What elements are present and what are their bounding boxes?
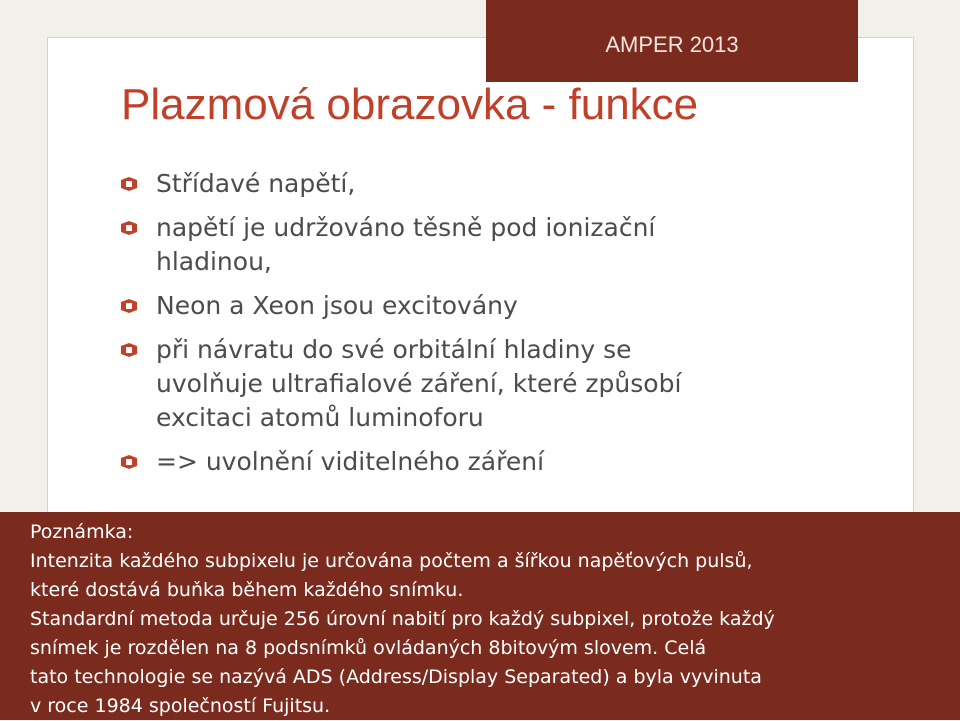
bullet-line: při návratu do své orbitální hladiny se <box>156 335 632 364</box>
bullet-line: excitaci atomů luminoforu <box>156 403 484 432</box>
slide-title: Plazmová obrazovka - funkce <box>121 80 699 129</box>
header-tag <box>486 0 858 82</box>
cube-bullet-icon <box>120 299 138 313</box>
bullet-line: uvolňuje ultrafialové záření, které způsobí <box>156 369 682 398</box>
note-line: v roce 1984 společností Fujitsu. <box>30 695 331 717</box>
bullet-item <box>118 211 838 279</box>
bullet-line: Neon a Xeon jsou excitovány <box>156 291 518 320</box>
bullet-item <box>118 333 838 435</box>
cube-bullet-icon <box>120 221 138 235</box>
bullet-line: Střídavé napětí, <box>156 169 356 198</box>
note-line: Intenzita každého subpixelu je určována počtem a šířkou napěťových pulsů, <box>30 550 753 572</box>
bullet-item <box>118 289 838 323</box>
note-line: snímek je rozdělen na 8 podsnímků ovládaných 8bitovým slovem. Celá <box>30 637 707 659</box>
bullet-line: hladinou, <box>156 247 272 276</box>
cube-bullet-icon <box>120 455 138 469</box>
header-tag-text: AMPER 2013 <box>605 32 739 57</box>
cube-bullet-icon <box>120 343 138 357</box>
bullet-list <box>118 167 838 489</box>
bullet-line: => uvolnění viditelného záření <box>156 447 545 476</box>
note-label: Poznámka: <box>30 521 134 543</box>
note-panel <box>0 512 960 720</box>
bullet-item <box>118 167 838 201</box>
cube-bullet-icon <box>120 177 138 191</box>
note-line: tato technologie se nazývá ADS (Address/Display Separated) a byla vyvinuta <box>30 666 762 688</box>
note-line: Standardní metoda určuje 256 úrovní nabití pro každý subpixel, protože každý <box>30 608 775 630</box>
bullet-line: napětí je udržováno těsně pod ionizační <box>156 213 656 242</box>
bullet-item <box>118 445 838 479</box>
note-line: které dostává buňka během každého snímku. <box>30 579 464 601</box>
